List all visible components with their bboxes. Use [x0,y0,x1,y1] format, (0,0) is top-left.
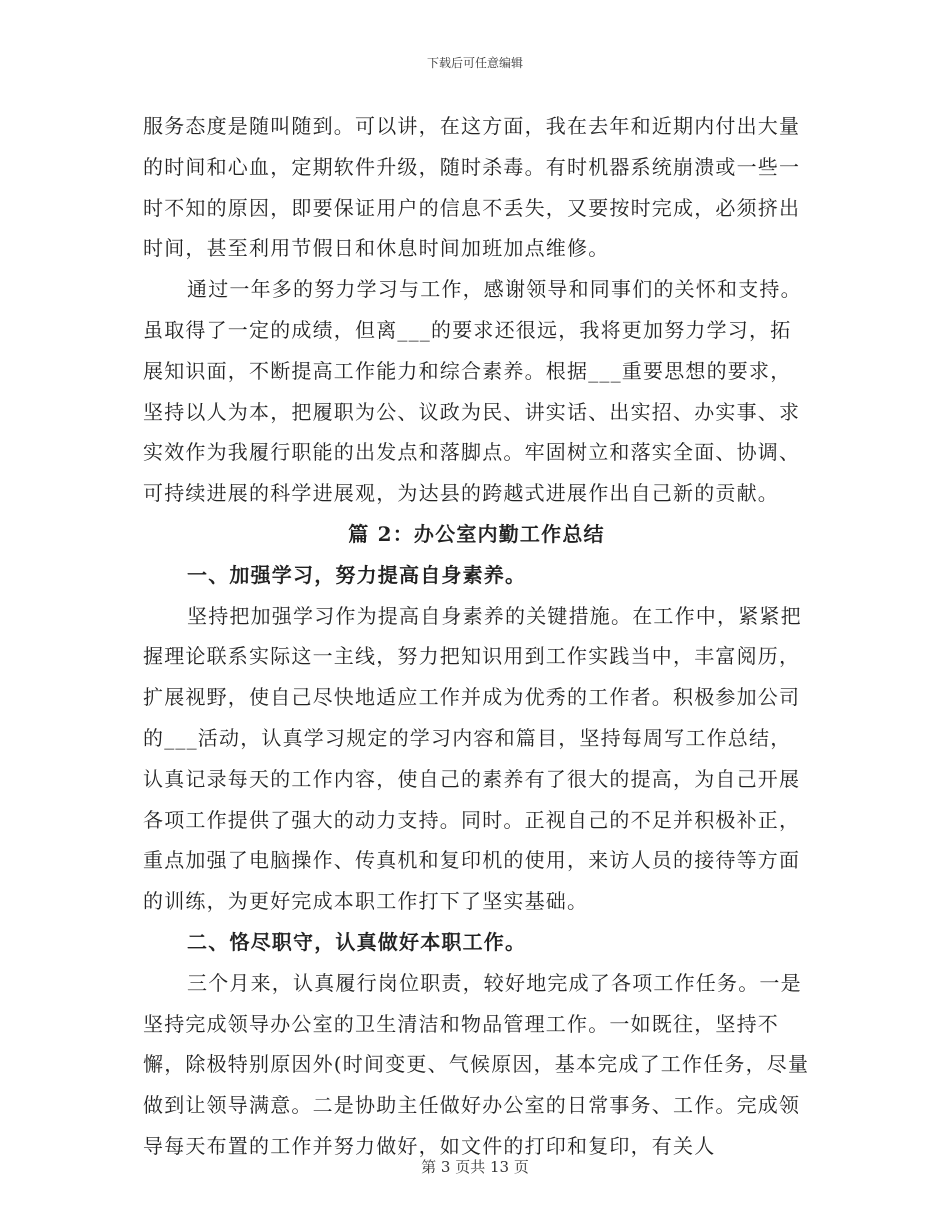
paragraph-1: 服务态度是随叫随到。可以讲，在这方面，我在去年和近期内付出大量的时间和心血，定期软件升级，随时杀毒。有时机器系统崩溃或一些一时不知的原因，即要保证用户的信息不丢失，又要按时完成，必须挤出时间，甚至利用节假日和休息时间加班加点维修。 [143,114,801,261]
section-title: 篇 2：办公室内勤工作总结 [348,521,605,546]
page-header: 下载后可任意编辑 [426,56,523,70]
section-heading-2: 二、恪尽职守，认真做好本职工作。 [187,929,527,954]
paragraph-4: 三个月来，认真履行岗位职责，较好地完成了各项工作任务。一是坚持完成领导办公室的卫生清洁和物品管理工作。一如既往，坚持不懈，除极特别原因外(时间变更、气候原因，基本完成了工作任务，尽量做到让领导满意。二是协助主任做好办公室的日常事务、工作。完成领导每天布置的工作并努力做好，如文件的打印和复印，有关人 [143,970,810,1158]
page-footer: 第 3 页共 13 页 [421,1158,529,1176]
paragraph-3: 坚持把加强学习作为提高自身素养的关键措施。在工作中，紧紧把握理论联系实际这一主线，努力把知识用到工作实践当中，丰富阅历，扩展视野，使自己尽快地适应工作并成为优秀的工作者。积极参加公司的___活动，认真学习规定的学习内容和篇目，坚持每周写工作总结，认真记录每天的工作内容，使自己的素养有了很大的提高，为自己开展各项工作提供了强大的动力支持。同时。正视自己的不足并积极补正，重点加强了电脑操作、传真机和复印机的使用，来访人员的接待等方面的训练，为更好完成本职工作打下了坚实基础。 [143,603,802,914]
document-body [143,106,810,1167]
section-heading-1: 一、加强学习，努力提高自身素养。 [187,562,527,587]
paragraph-2: 通过一年多的努力学习与工作，感谢领导和同事们的关怀和支持。虽取得了一定的成绩，但离___的要求还很远，我将更加努力学习，拓展知识面，不断提高工作能力和综合素养。根据___重要思想的要求，坚持以人为本，把履职为公、议政为民、讲实话、出实招、办实事、求实效作为我履行职能的出发点和落脚点。牢固树立和落实全面、协调、可持续进展的科学进展观，为达县的跨越式进展作出自己新的贡献。 [143,277,802,506]
